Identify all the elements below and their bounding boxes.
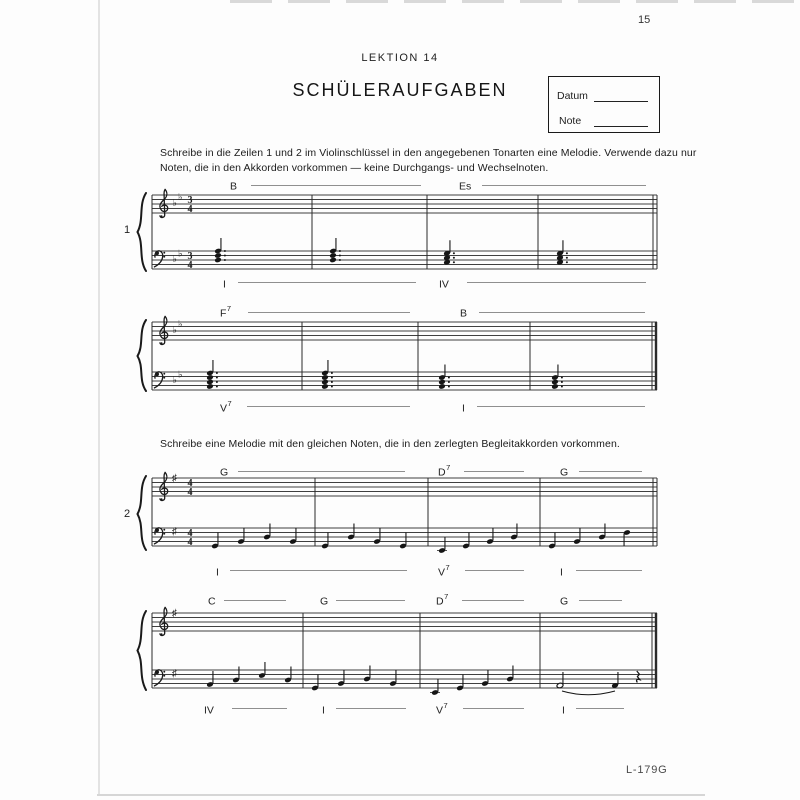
quarter-rest-icon (637, 671, 640, 682)
svg-text:4: 4 (187, 259, 193, 271)
system-number: 1 (124, 224, 131, 236)
lesson-heading: LEKTION 14 (361, 52, 439, 64)
catalog-number: L-179G (626, 764, 668, 776)
instruction-paragraph-2: Schreibe eine Melodie mit den gleichen Noten, die in den zerlegten Begleitakkorden vorkommen. (160, 438, 620, 450)
bass-staff (152, 670, 657, 688)
music-system-1 (110, 175, 725, 295)
system-brace (138, 320, 147, 391)
barlines (152, 195, 657, 269)
system-brace (138, 611, 147, 690)
system-number: 2 (124, 508, 131, 520)
chord-extender-line (336, 600, 405, 601)
numeral-extender-line (467, 282, 646, 283)
note-blank-line (594, 126, 648, 127)
chord-extender-line (238, 471, 405, 472)
roman-numeral: $V^7$ (220, 399, 232, 415)
chord-extender-line (479, 312, 645, 313)
treble-staff (152, 478, 657, 496)
bass-staff (152, 248, 657, 269)
datum-label: Datum (557, 90, 588, 102)
chord-symbol: G (560, 466, 569, 479)
roman-numeral: IV (204, 704, 214, 717)
treble-staff (152, 613, 657, 631)
svg-text:3: 3 (187, 194, 193, 206)
note-label: Note (559, 115, 582, 127)
svg-text:4: 4 (187, 477, 193, 489)
chord-extender-line (579, 600, 622, 601)
barlines (152, 613, 656, 688)
svg-text:♭: ♭ (172, 375, 177, 386)
numeral-extender-line (576, 570, 642, 571)
chord-symbol: $D^7$ (436, 592, 449, 608)
chord-extender-line (462, 600, 524, 601)
svg-text:♯: ♯ (172, 668, 177, 680)
numeral-extender-line (238, 282, 416, 283)
numeral-extender-line (477, 406, 645, 407)
chord-symbol: B (230, 180, 238, 193)
numeral-extender-line (576, 708, 624, 709)
numeral-extender-line (230, 570, 407, 571)
grade-box (548, 76, 660, 133)
page-edge-shadow-bottom (97, 794, 705, 796)
chord-symbol: G (560, 595, 569, 608)
key-signature-sharps (172, 473, 177, 538)
roman-numeral: IV (439, 278, 449, 291)
treble-staff (152, 322, 657, 340)
roman-numeral: I (223, 278, 226, 291)
system-brace (138, 476, 147, 550)
roman-numeral: $V^7$ (436, 701, 448, 717)
roman-numeral: I (462, 402, 465, 415)
page-title: SCHÜLERAUFGABEN (292, 80, 508, 100)
numeral-extender-line (336, 708, 406, 709)
chord-extender-line (464, 471, 524, 472)
barlines (152, 478, 657, 546)
chord-symbol: $F^7$ (220, 304, 232, 320)
page-number: 15 (638, 14, 651, 26)
music-system-4 (110, 590, 725, 720)
music-system-3 (110, 462, 725, 586)
datum-blank-line (594, 101, 648, 102)
svg-text:♯: ♯ (172, 526, 177, 538)
chord-extender-line (251, 185, 421, 186)
roman-numeral: $V^7$ (438, 563, 450, 579)
roman-numeral: I (216, 566, 219, 579)
chord-symbol: Es (459, 180, 472, 193)
chord-symbol: G (220, 466, 229, 479)
music-system-4-notation (110, 590, 725, 720)
svg-text:♭: ♭ (178, 192, 183, 204)
bass-chords (214, 238, 568, 265)
chord-extender-line (482, 185, 646, 186)
svg-text:4: 4 (187, 486, 193, 498)
music-system-2-notation (110, 303, 725, 421)
roman-numeral: I (322, 704, 325, 717)
chord-symbol: $D^7$ (438, 463, 451, 479)
numeral-extender-line (465, 570, 524, 571)
tie (562, 691, 615, 695)
key-signature-flats (173, 192, 183, 265)
numeral-extender-line (463, 708, 524, 709)
music-system-3-notation (110, 462, 725, 586)
bass-staff (152, 528, 657, 546)
svg-text:♭: ♭ (178, 248, 183, 260)
time-signature (188, 195, 193, 271)
music-system-1-notation (110, 175, 725, 295)
chord-symbol: B (460, 307, 468, 320)
chord-extender-line (579, 471, 642, 472)
chord-symbol: C (208, 595, 216, 608)
svg-text:4: 4 (187, 527, 193, 539)
svg-text:♭: ♭ (178, 319, 183, 331)
svg-text:4: 4 (187, 536, 193, 548)
svg-text:3: 3 (187, 250, 193, 262)
numeral-extender-line (232, 708, 287, 709)
system-brace (138, 193, 147, 271)
svg-text:♭: ♭ (172, 254, 177, 265)
treble-staff (152, 195, 657, 213)
svg-text:♯: ♯ (172, 608, 177, 620)
svg-text:♭: ♭ (172, 197, 177, 209)
bass-staff (152, 369, 657, 390)
chord-extender-line (248, 312, 410, 313)
chord-symbol: G (320, 595, 329, 608)
svg-text:4: 4 (187, 203, 193, 215)
svg-text:♯: ♯ (172, 473, 177, 485)
svg-text:♭: ♭ (172, 324, 177, 336)
time-signature (188, 478, 193, 548)
svg-text:♭: ♭ (178, 369, 183, 381)
roman-numeral: I (562, 704, 565, 717)
instruction-paragraph-1: Schreibe in die Zeilen 1 und 2 im Violinschlüssel in den angegebenen Tonarten eine Melodie. Verwende dazu nur Noten, die in den Akkorden vorkommen — keine Durchgangs- und Wechselnoten. (160, 147, 697, 174)
numeral-extender-line (247, 406, 410, 407)
key-signature-flats (173, 319, 183, 386)
scan-artifact-top-marks (230, 0, 800, 3)
key-signature-sharps (172, 608, 177, 680)
music-system-2 (110, 303, 725, 421)
chord-extender-line (224, 600, 286, 601)
roman-numeral: I (560, 566, 563, 579)
page-edge-shadow-left (98, 0, 100, 796)
barlines (152, 322, 656, 390)
